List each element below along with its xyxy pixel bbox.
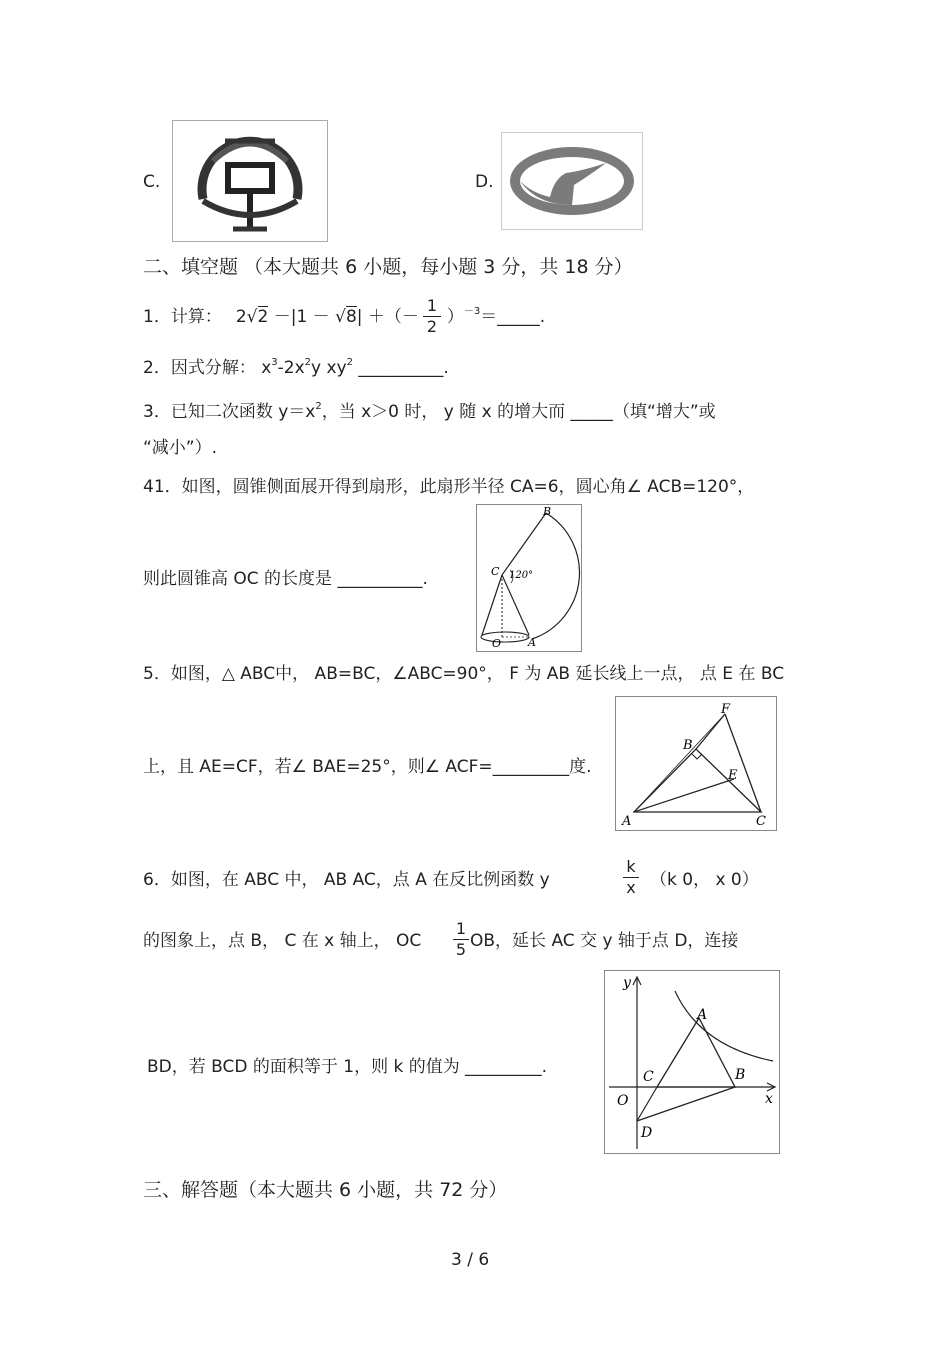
- graph-label-a: A: [697, 1007, 708, 1023]
- section3-heading: 三、解答题（本大题共 6 小题，共 72 分）: [143, 1179, 508, 1201]
- q6-frac-den: 5: [455, 940, 467, 959]
- graph-label-x: x: [765, 1091, 773, 1107]
- sqrt-icon: √: [329, 307, 346, 327]
- cone-angle-label: 120°: [509, 570, 534, 581]
- q2-sup-2: 2: [304, 357, 312, 368]
- q3-text-b: ，当 x＞0 时， y 随 x 的增大而 _____（填“增大”或: [321, 402, 716, 422]
- question-6-line-2a: 的图象上，点 B， C 在 x 轴上， OC: [143, 931, 422, 951]
- graph-figure: [604, 970, 780, 1154]
- tri-label-e: E: [728, 768, 738, 783]
- q3-sup: 2: [315, 401, 322, 412]
- triangle-figure: [615, 696, 777, 831]
- tri-label-c: C: [756, 814, 766, 829]
- q2-mid-2: y xy: [311, 358, 347, 378]
- option-d-logo-graphic: [502, 133, 642, 229]
- q2-blank: __________.: [353, 358, 449, 378]
- section2-heading: 二、填空题 （本大题共 6 小题，每小题 3 分，共 18 分）: [143, 256, 633, 278]
- graph-label-b: B: [735, 1067, 746, 1083]
- q1-abs-open: －|1 －: [268, 307, 330, 327]
- q1-answer-blank: ＝_____.: [480, 307, 546, 327]
- q1-coef: 2: [235, 307, 247, 327]
- question-6-line-1a: 6．如图，在 ABC 中， AB AC，点 A 在反比例函数 y: [143, 870, 550, 890]
- cone-label-b: B: [543, 505, 552, 518]
- q1-exponent: －3: [463, 306, 481, 317]
- q1-frac-den: 2: [426, 317, 438, 336]
- q1-radicand-1: 2: [257, 307, 269, 327]
- option-d-label: D.: [475, 172, 494, 192]
- q3-text-a: 3．已知二次函数 y＝x: [143, 402, 316, 422]
- graph-label-c: C: [643, 1069, 654, 1085]
- option-d-logo: [501, 132, 643, 230]
- tri-label-b: B: [683, 738, 693, 753]
- q6-ratio-fraction: [453, 920, 469, 959]
- page-number: 3 / 6: [451, 1250, 490, 1270]
- question-4-line-1: 41．如图，圆锥侧面展开得到扇形，此扇形半径 CA=6，圆心角∠ ACB=120°，: [143, 477, 755, 497]
- q6-k-fraction: [623, 858, 639, 897]
- q6-k-den: x: [626, 878, 636, 897]
- q1-fraction: [423, 297, 441, 336]
- tri-label-f: F: [721, 702, 731, 717]
- q1-close: ）: [446, 307, 464, 327]
- tri-label-a: A: [622, 814, 632, 829]
- option-c-logo-graphic: [173, 121, 327, 241]
- question-6-line-2b: OB，延长 AC 交 y 轴于点 D，连接: [470, 931, 739, 951]
- graph-label-o: O: [617, 1093, 629, 1109]
- graph-label-d: D: [641, 1125, 653, 1141]
- q1-frac-num: 1: [426, 296, 438, 315]
- coordinate-graph: [605, 971, 779, 1153]
- q2-sup-1: 3: [271, 357, 278, 368]
- sqrt-icon: √: [246, 307, 258, 327]
- cone-diagram: [477, 505, 581, 651]
- q1-prefix: 1．计算：: [143, 307, 222, 327]
- question-6-line-3: BD，若 BCD 的面积等于 1，则 k 的值为 _________.: [147, 1057, 548, 1077]
- question-5-line-2: 上，且 AE=CF，若∠ BAE=25°，则∠ ACF=_________度.: [143, 757, 592, 777]
- question-2: [143, 358, 449, 381]
- q6-frac-num: 1: [455, 919, 467, 938]
- question-1: [143, 307, 545, 330]
- triangle-diagram: [616, 697, 776, 830]
- question-5-line-1: 5．如图，△ ABC中， AB=BC，∠ABC=90°， F 为 AB 延长线上一点， 点 E 在 BC: [143, 664, 785, 684]
- cone-label-o: O: [492, 637, 502, 650]
- q2-mid-1: -2x: [277, 358, 305, 378]
- option-c-logo: [172, 120, 328, 242]
- q1-mid: | ＋（－: [356, 307, 419, 327]
- cone-label-c: C: [491, 565, 500, 578]
- q2-prefix: 2．因式分解： x: [143, 358, 272, 378]
- cone-label-a: A: [528, 636, 536, 649]
- graph-label-y: y: [623, 975, 631, 991]
- q6-k-num: k: [626, 857, 636, 876]
- option-c-label: C.: [143, 172, 161, 192]
- q1-radicand-2: 8: [345, 307, 357, 327]
- q2-sup-3: 2: [346, 357, 354, 368]
- question-4-line-2: 则此圆锥高 OC 的长度是 __________.: [143, 569, 428, 589]
- question-3-line-2: “减小”）.: [143, 438, 218, 458]
- question-3-line-1: [143, 402, 716, 425]
- question-6-line-1b: （k 0， x 0）: [650, 870, 759, 890]
- cone-figure: [476, 504, 582, 652]
